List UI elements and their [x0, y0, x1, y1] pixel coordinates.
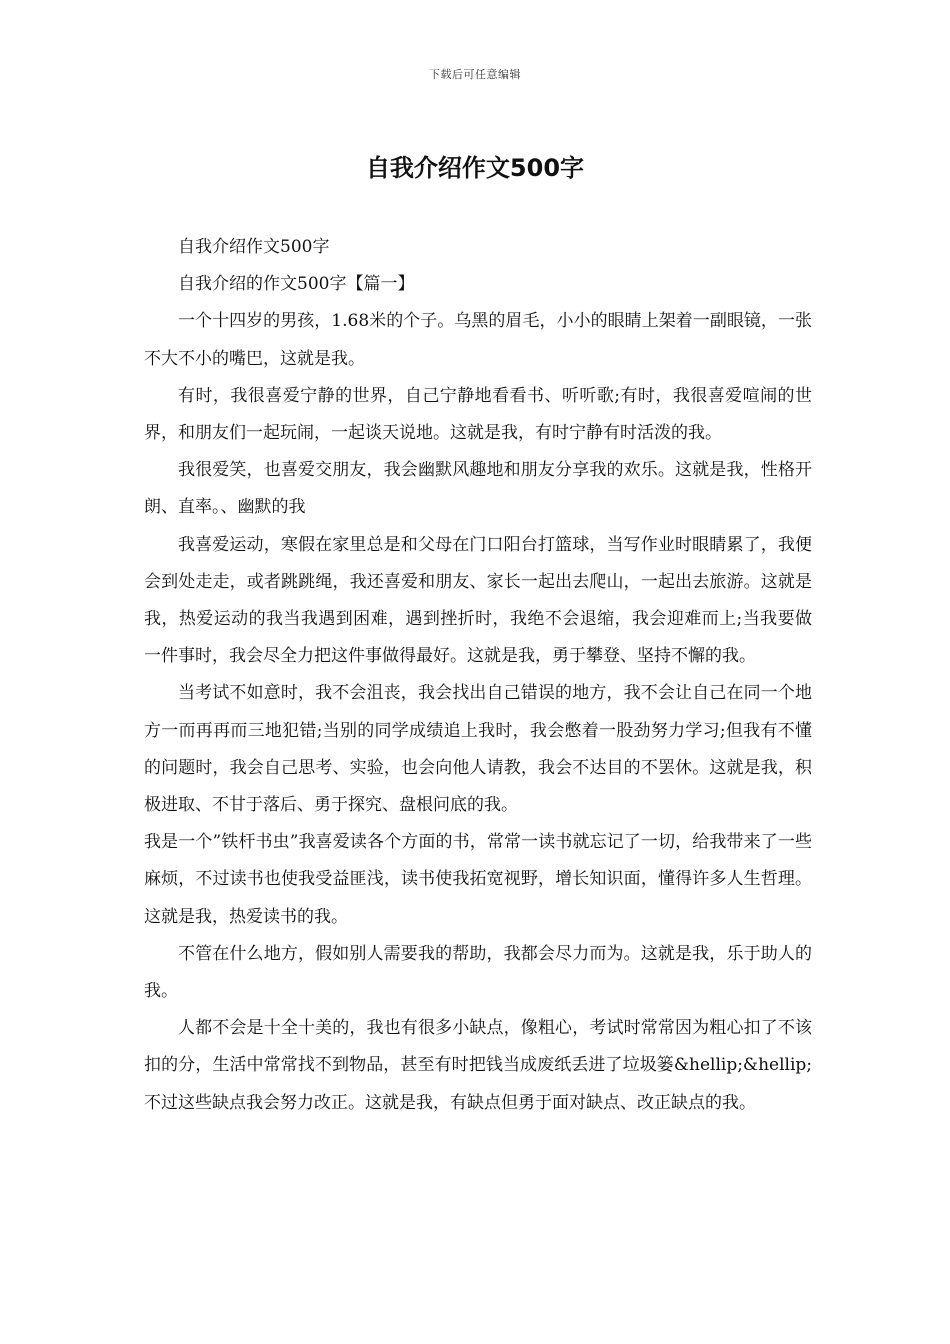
paragraph-section-heading: 自我介绍的作文500字【篇一】	[178, 274, 415, 295]
paragraph: 我是一个”铁杆书虫”我喜爱读各个方面的书，常常一读书就忘记了一切，给我带来了一些麻烦，不过读书也使我受益匪浅，读书使我拓宽视野，增长知识面，懂得许多人生哲理。这就是我，热爱读书的我。	[144, 832, 812, 927]
paragraph: 当考试不如意时，我不会沮丧，我会找出自己错误的地方，我不会让自己在同一个地方一而再再而三地犯错;当别的同学成绩追上我时，我会憋着一股劲努力学习;但我有不懂的问题时，我会自己思考、实验，也会向他人请教，我会不达目的不罢休。这就是我，积极进取、不甘于落后、勇于探究、盘根问底的我。	[144, 683, 812, 816]
paragraph: 人都不会是十全十美的，我也有很多小缺点，像粗心，考试时常常因为粗心扣了不该扣的分，生活中常常找不到物品，甚至有时把钱当成废纸丢进了垃圾篓&hellip;&hellip;不过这些缺点我会努力改正。这就是我，有缺点但勇于面对缺点、改正缺点的我。	[144, 1018, 812, 1113]
document-body	[144, 229, 812, 1122]
paragraph: 不管在什么地方，假如别人需要我的帮助，我都会尽力而为。这就是我，乐于助人的我。	[144, 943, 812, 1002]
paragraph: 我很爱笑，也喜爱交朋友，我会幽默风趣地和朋友分享我的欢乐。这就是我，性格开朗、直率。、幽默的我	[144, 460, 812, 518]
document-title: 自我介绍作文500字	[365, 154, 585, 182]
paragraph: 一个十四岁的男孩，1.68米的个子。乌黑的眉毛，小小的眼睛上架着一副眼镜，一张不大不小的嘴巴，这就是我。	[144, 311, 812, 369]
header-note: 下载后可任意编辑	[429, 68, 521, 81]
paragraph: 我喜爱运动，寒假在家里总是和父母在门口阳台打篮球，当写作业时眼睛累了，我便会到处走走，或者跳跳绳，我还喜爱和朋友、家长一起出去爬山，一起出去旅游。这就是我，热爱运动的我当我遇到困难，遇到挫折时，我绝不会退缩，我会迎难而上;当我要做一件事时，我会尽全力把这件事做得最好。这就是我，勇于攀登、坚持不懈的我。	[144, 534, 812, 667]
paragraph: 有时，我很喜爱宁静的世界，自己宁静地看看书、听听歌;有时，我很喜爱喧闹的世界，和朋友们一起玩闹，一起谈天说地。这就是我，有时宁静有时活泼的我。	[144, 385, 812, 444]
paragraph-subtitle: 自我介绍作文500字	[178, 237, 330, 257]
